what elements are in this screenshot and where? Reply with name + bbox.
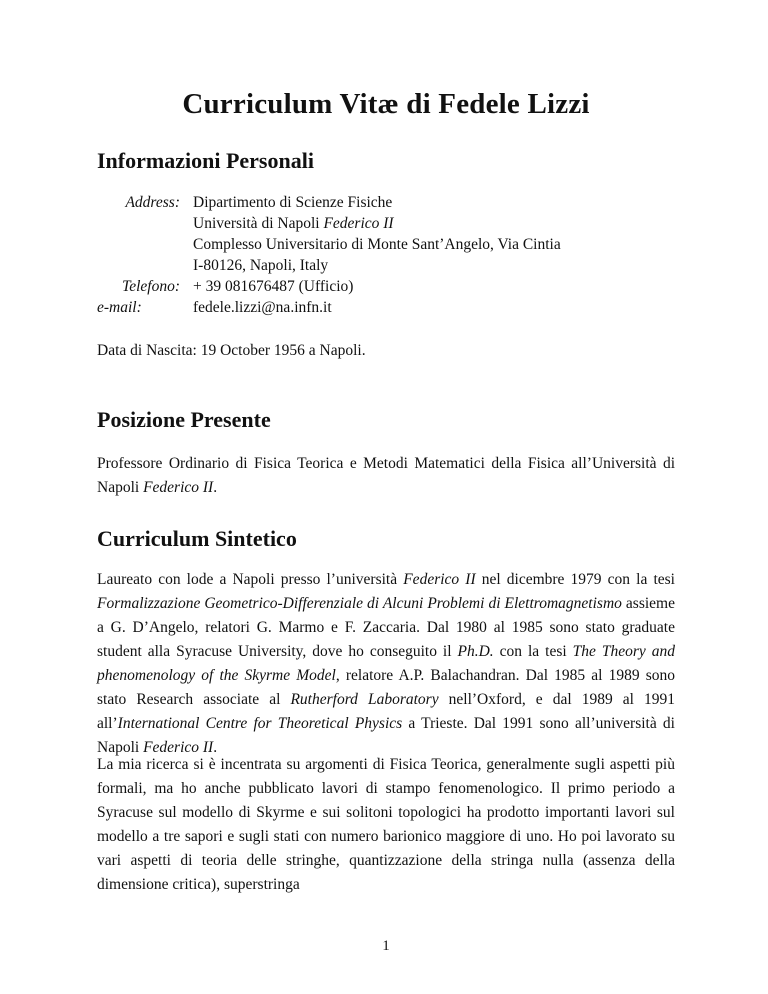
birth-date: Data di Nascita: 19 October 1956 a Napoli. (97, 342, 366, 359)
address-line-4: I-80126, Napoli, Italy (193, 257, 329, 274)
summary-text-run: nel dicembre 1979 con la tesi (475, 571, 675, 588)
section-heading-summary: Curriculum Sintetico (97, 526, 297, 551)
summary-emphasis-run: Formalizzazione Geometrico-Differenziale di Alcuni Problemi di Elettromagnetismo (97, 595, 622, 612)
phone-row (97, 276, 561, 297)
document-title: Curriculum Vitæ di Fedele Lizzi (182, 88, 590, 120)
summary-emphasis-run: Ph.D. (457, 643, 494, 660)
section-heading-position: Posizione Presente (97, 407, 271, 432)
address-line-2: Università di Napoli Federico II (193, 215, 394, 232)
summary-text-run: con la tesi (493, 643, 573, 660)
email-row (97, 297, 561, 318)
phone-label: Telefono: (122, 278, 180, 295)
summary-emphasis-run: International Centre for Theoretical Physics (117, 715, 403, 732)
personal-info-table (97, 192, 561, 318)
summary-paragraph-2: La mia ricerca si è incentrata su argomenti di Fisica Teorica, generalmente sugli aspetti più formali, ma ho anche pubblicato lavori di stampo fenomenologico. Il primo periodo a Syracuse sul modello di Skyrme e sui solitoni topologici ha prodotto importanti lavori sul modello a tre sapori e sugli stati con numero barionico maggiore di uno. Ho poi lavorato su vari aspetti di teoria delle stringhe, quantizzazione della stringa nulla (assenza della dimensione critica), superstringa (97, 756, 675, 893)
summary-emphasis-run: Federico II (403, 571, 476, 588)
summary-text-run: nell’Oxford, e dal 1989 al 1991 all’ (97, 691, 675, 732)
address-line-1: Dipartimento di Scienze Fisiche (193, 194, 393, 211)
address-line-2-emphasis: Federico II (323, 215, 394, 232)
summary-text-run: a Trieste. Dal 1991 sono all’università di Napoli (97, 715, 675, 756)
summary-text-run: Laureato con lode a Napoli presso l’università (97, 571, 404, 588)
summary-text-run: , relatore A.P. Balachandran. Dal 1985 al 1989 sono stato Research associate al (97, 667, 675, 708)
summary-emphasis-run: The Theory and phenomenology of the Skyrme Model (97, 643, 675, 684)
phone-value: + 39 081676487 (Ufficio) (193, 278, 354, 295)
section-heading-personal-info: Informazioni Personali (97, 148, 314, 173)
page-number: 1 (382, 938, 390, 954)
summary-emphasis-run: Federico II (143, 739, 214, 756)
address-label: Address: (125, 194, 180, 211)
email-label: e-mail: (97, 299, 142, 316)
summary-text-run: assieme a G. D’Angelo, relatori G. Marmo e F. Zaccaria. Dal 1980 al 1985 sono stato graduate student alla Syracuse University, dove ho conseguito il (97, 595, 675, 660)
summary-text-run: . (213, 739, 218, 756)
summary-paragraph-1 (97, 568, 675, 760)
position-paragraph: Professore Ordinario di Fisica Teorica e Metodi Matematici della Fisica all’Università di Napoli Federico II. (97, 455, 675, 496)
address-row (97, 192, 561, 213)
email-value: fedele.lizzi@na.infn.it (193, 299, 332, 316)
address-line-3: Complesso Universitario di Monte Sant’Angelo, Via Cintia (193, 236, 561, 253)
summary-emphasis-run: Rutherford Laboratory (290, 691, 439, 708)
